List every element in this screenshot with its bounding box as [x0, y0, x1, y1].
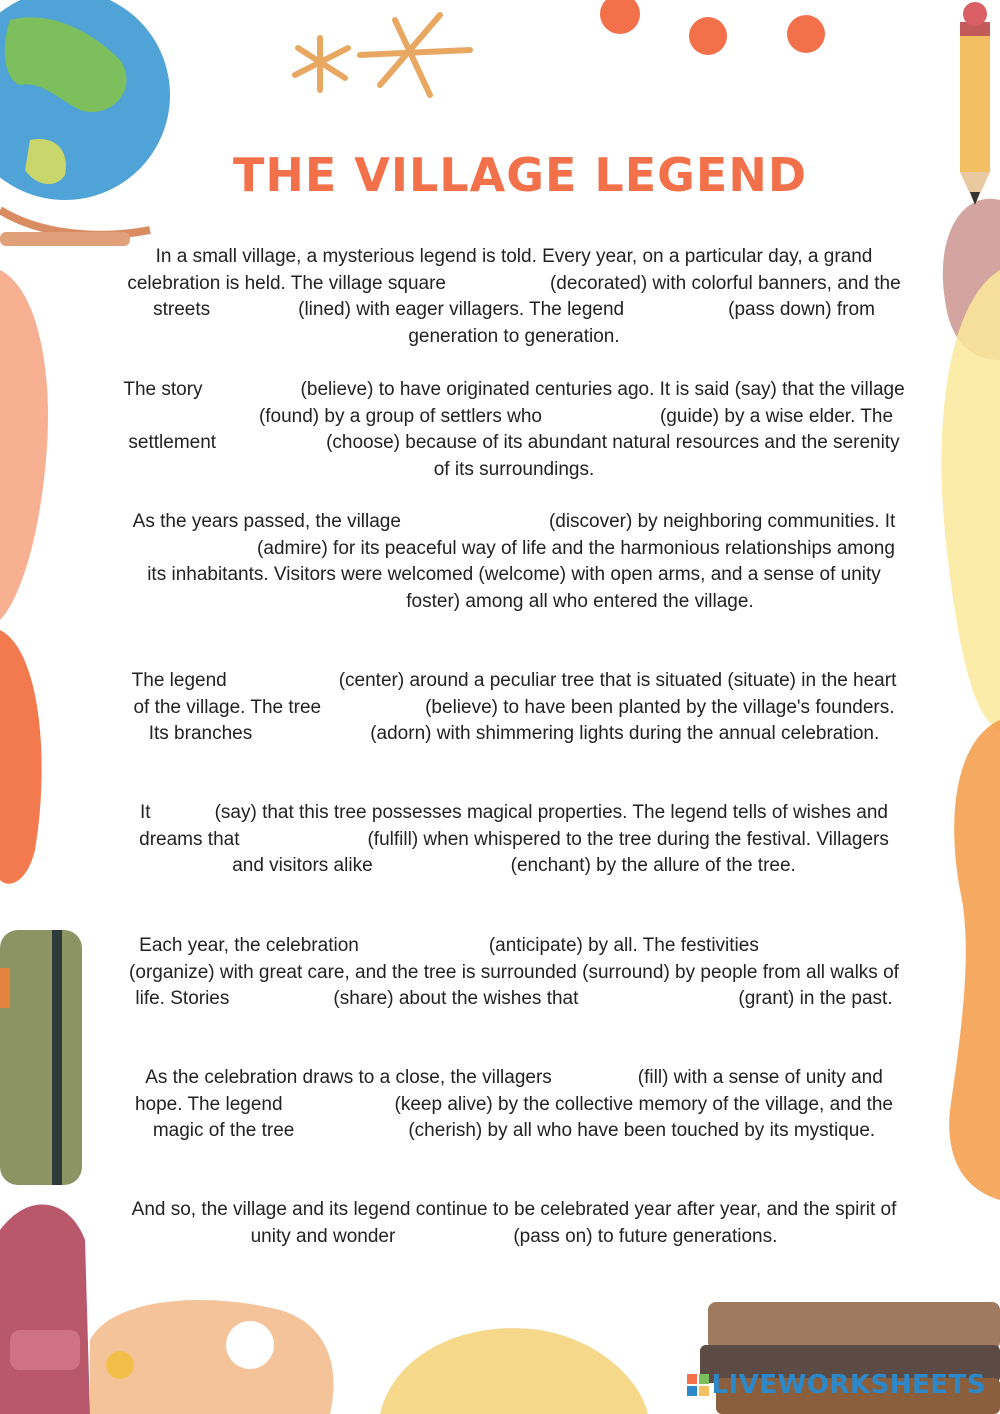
paragraph-text: (say) that this tree possesses magical properties. The legend tells of wishes and dreams that [139, 802, 888, 850]
paragraph-text: (adorn) with shimmering lights during the annual celebration. [370, 723, 880, 744]
brand-name: LIVEWORKSHEETS [711, 1370, 986, 1400]
globe-icon [0, 0, 170, 246]
top-dot [689, 17, 727, 55]
bottom-yellow-blob [380, 1328, 648, 1414]
paragraph-text: (organize) with great care, and the tree is surrounded (surround) by people from all walks of life. Stories [129, 961, 899, 1009]
paragraph-text: (pass down) from generation to generation. [408, 299, 875, 347]
left-red-blob [0, 630, 42, 884]
right-orange-blob [949, 720, 1000, 1200]
top-dot [600, 0, 640, 34]
paragraph-text: (center) around a peculiar tree that is situated (situate) in the heart of the village. The tree [133, 670, 897, 718]
paragraph-text: As the celebration draws to a close, the villagers [145, 1067, 552, 1088]
paragraph-text: (believe) to have originated centuries ago. It is said (say) that the village [300, 379, 905, 400]
right-yellow-blob [941, 270, 1000, 730]
paragraph-7 [122, 1065, 906, 1145]
paragraph-3 [122, 509, 906, 615]
paragraph-text: It [140, 802, 151, 823]
paragraph-text: (lined) with eager villagers. The legend [298, 299, 625, 320]
top-dot [787, 15, 825, 53]
paragraph-text: The legend [131, 670, 227, 691]
paragraph-5 [122, 800, 906, 880]
paragraph-text: (grant) in the past. [738, 988, 893, 1009]
paragraph-text: Each year, the celebration [139, 935, 359, 956]
paragraph-4 [122, 668, 906, 748]
star-doodle-icon [295, 15, 470, 95]
paragraph-8 [122, 1197, 906, 1250]
paragraph-text: The story [123, 379, 203, 400]
paragraph-text: As the years passed, the village [132, 511, 401, 532]
paragraph-2 [122, 377, 906, 483]
paragraph-text: (fulfill) when whispered to the tree during the festival. Villagers and visitors alike [232, 828, 889, 876]
paragraph-text: (admire) for its peaceful way of life and the harmonious relationships among its inhabitants. Visitors were welcomed (welcome) with open arms, and a sense of unity [147, 537, 895, 585]
liveworksheets-logo[interactable] [687, 1370, 986, 1400]
left-orange-blob [0, 270, 48, 620]
page-title: THE VILLAGE LEGEND [232, 148, 808, 202]
book-icon [0, 930, 82, 1185]
paragraph-text: (cherish) by all who have been touched by its mystique. [408, 1120, 876, 1141]
paragraph-text: (anticipate) by all. The festivities [488, 935, 759, 956]
paragraph-text: (decorated) with colorful banners, and the streets [153, 272, 901, 320]
paragraph-text: (guide) by a wise elder. The settlement [128, 405, 894, 453]
paragraph-1 [122, 244, 906, 350]
paragraph-text: (pass on) to future generations. [513, 1225, 778, 1247]
paragraph-text: And so, the village and its legend continue to be celebrated year after year, and the spirit of unity and wonder [131, 1199, 897, 1247]
paragraph-text: (believe) to have been planted by the village's founders. Its branches [148, 696, 895, 744]
liveworksheets-logo-icon [687, 1373, 709, 1395]
paragraph-text: In a small village, a mysterious legend is told. Every year, on a particular day, a grand celebration is held. The village square [127, 246, 873, 294]
paragraph-text: (choose) because of its abundant natural resources and the serenity of its surroundings. [326, 432, 900, 480]
paragraph-text: (discover) by neighboring communities. It [548, 511, 896, 532]
palette-icon [90, 1300, 333, 1414]
paragraph-text: (enchant) by the allure of the tree. [510, 855, 796, 876]
paragraph-6 [122, 933, 906, 1013]
paragraph-text: (fill) with a sense of unity and hope. The legend [134, 1067, 883, 1115]
paragraph-text: (share) about the wishes that [333, 988, 579, 1009]
paragraph-text: foster) among all who entered the village. [406, 590, 754, 612]
paragraph-text: (keep alive) by the collective memory of the village, and the magic of the tree [152, 1093, 894, 1141]
backpack-icon [0, 1205, 90, 1414]
paragraph-text: (found) by a group of settlers who [258, 405, 542, 427]
